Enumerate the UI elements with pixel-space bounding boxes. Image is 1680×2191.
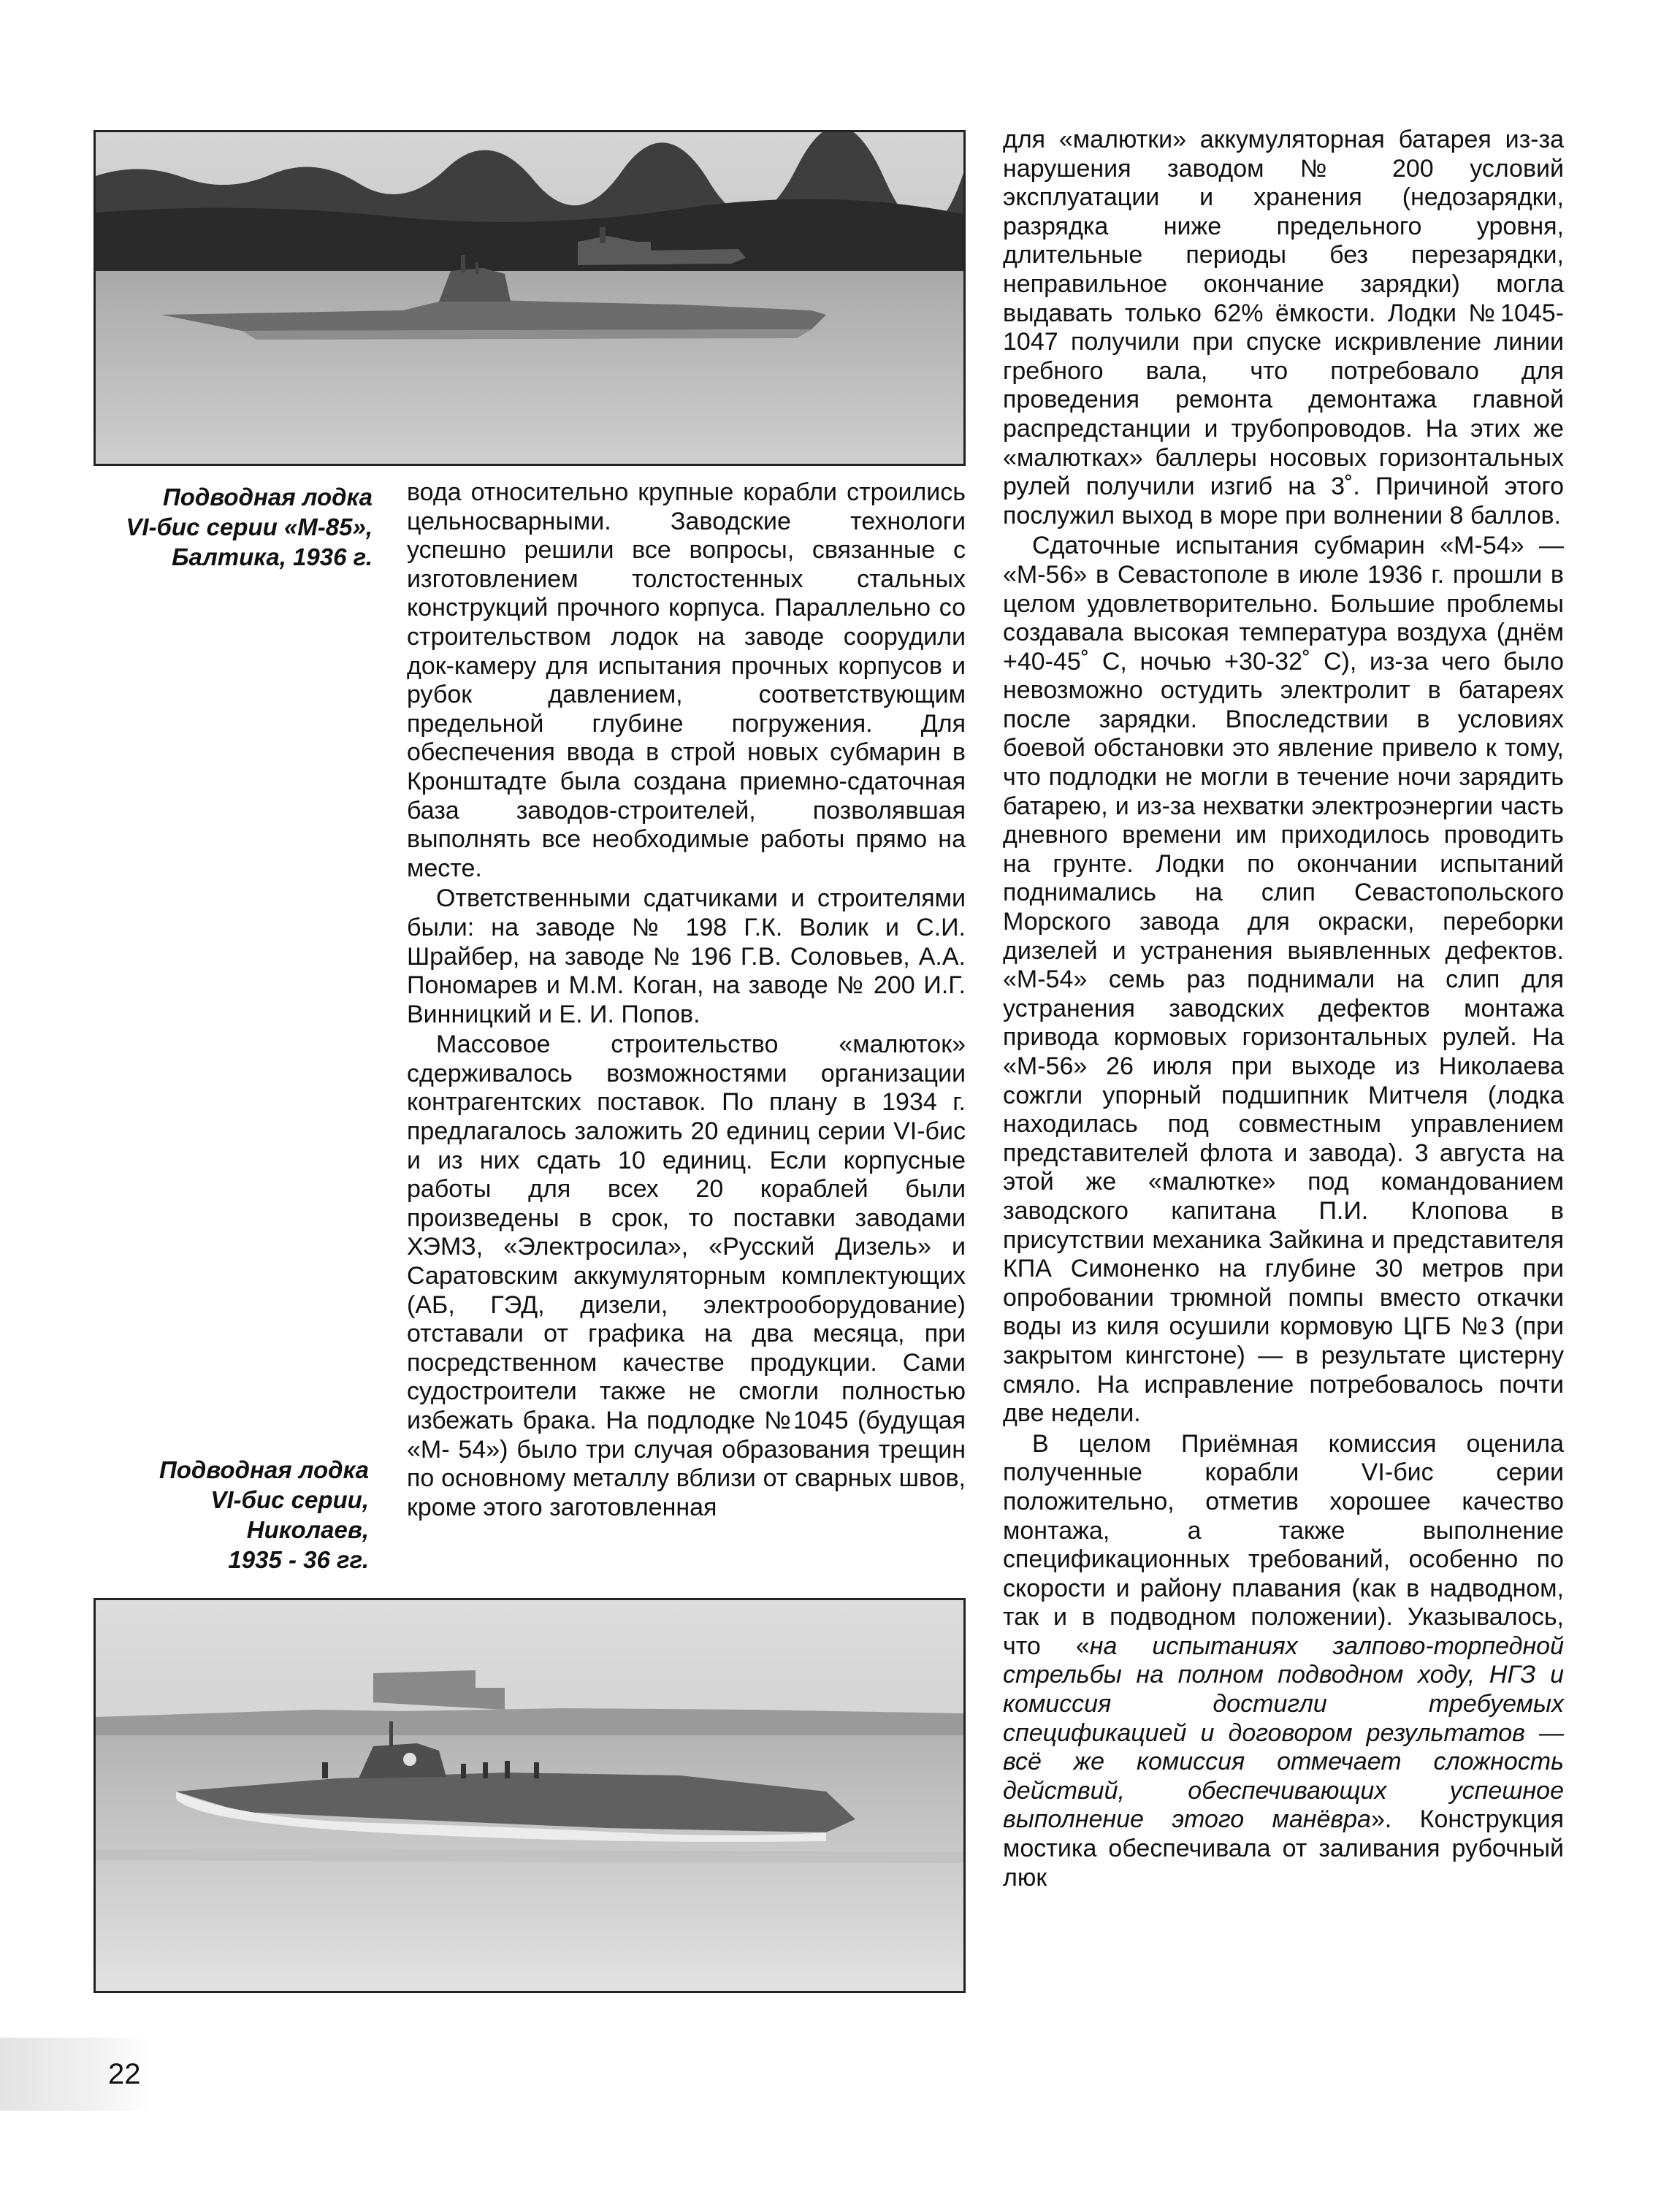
paragraph xyxy=(1003,1430,1564,1893)
caption-line: VI-бис серии, xyxy=(210,1486,369,1513)
caption-line: VI-бис серии «М-85», xyxy=(126,513,373,540)
paragraph: Сдаточные испытания субмарин «М-54» — «М-56» в Севастополе в июле 1936 г. прошли в целом удовлетворительно. Большие проблемы создавала высокая температура воздуха (днём +40-45˚ С, ночью +30-32˚ С), из-за чего было невозможно остудить электролит в батареях после зарядки. Впоследствии в условиях боевой обстановки это явление привело к тому, что подлодки не могли в течение ночи зарядить батарею, и из-за нехватки электроэнергии часть дневного времени им приходилось проводить на грунте. Лодки по окончании испытаний поднимались на слип Севастопольского Морского завода для окраски, переборки дизелей и устранения выявленных дефектов. «М-54» семь раз поднимали на слип для устранения заводских дефектов монтажа привода кормовых горизонтальных рулей. На «М-56» 26 июля при выходе из Николаева сожгли упорный подшипник Митчеля (лодка находилась под совместным управлением представителей флота и завода). 3 августа на этой же «малютке» под командованием заводского капитана П.И. Клопова в присутствии механика Зайкина и представителя КПА Симоненко на глубине 30 метров при опробовании трюмной помпы вместо откачки воды из киля осушили кормовую ЦГБ №3 (при закрытом кингстоне) — в результате цистерну смяло. На исправление потребовалось почти две недели. xyxy=(1003,532,1564,1428)
photo-submarine-m85 xyxy=(93,130,966,466)
paragraph-text: ». Конструкция мостика обеспечивала от заливания рубочный люк xyxy=(1003,1805,1564,1892)
caption-line: Николаев, xyxy=(246,1516,369,1543)
paragraph: для «малютки» аккумуляторная батарея из-за нарушения заводом № 200 условий эксплуатации и хранения (недозарядки, разрядка ниже предельного уровня, длительные периоды без перезарядки, неправильное окончание зарядки) могла выдавать только 62% ёмкости. Лодки №1045-1047 получили при спуске искривление линии гребного вала, что потребовало для проведения ремонта демонтажа главной распредстанции и трубопроводов. На этих же «малютках» баллеры носовых горизонтальных рулей получили изгиб на 3˚. Причиной этого послужил выход в море при волнении 8 баллов. xyxy=(1003,126,1564,529)
commission-quote: на испытаниях залпово-торпедной стрельбы на полном подводном ходу, НГЗ и комиссия достигли требуемых спецификацией и договором результатов — всё же комиссия отмечает сложность действий, обеспечивающих успешное выполнение этого манёвра xyxy=(1003,1632,1565,1834)
paragraph: вода относительно крупные корабли строились цельносварными. Заводские технологи успешно решили все вопросы, связанные с изготовлением толстостенных стальных конструкций прочного корпуса. Параллельно со строительством лодок на заводе соорудили док-камеру для испытания прочных корпусов и рубок давлением, соответствующим предельной глубине погружения. Для обеспечения ввода в строй новых субмарин в Кронштадте была создана приемно-сдаточная база заводов-строителей, позволявшая выполнять все необходимые работы прямо на месте. xyxy=(407,478,966,882)
photo-caption-nikolaev xyxy=(95,1455,369,1575)
article-column-right xyxy=(1003,126,1564,1892)
paragraph: Ответственными сдатчиками и строителями были: на заводе № 198 Г.К. Волик и С.И. Шрайбер, на заводе № 196 Г.В. Соловьев, А.А. Пономарев и М.М. Коган, на заводе № 200 И.Г. Винницкий и Е. И. Попов. xyxy=(407,884,966,1028)
photo-submarine-m85-image xyxy=(96,132,963,464)
caption-line: Подводная лодка xyxy=(159,1456,369,1483)
page-number: 22 xyxy=(108,2058,141,2090)
paragraph-text: В целом Приёмная комиссия оценила полученные корабли VI-бис серии положительно, отметив хорошее качество монтажа, а также выполнение спецификационных требований, особенно по скорости и району плавания (как в надводном, так и в подводном положении). Указывалось, что « xyxy=(1003,1429,1564,1660)
article-column-middle xyxy=(407,478,966,1522)
paragraph: Массовое строительство «малюток» сдерживалось возможностями организации контрагентских поставок. По плану в 1934 г. предлагалось заложить 20 единиц серии VI-бис и из них сдать 10 единиц. Если корпусные работы для всех 20 кораблей были произведены в срок, то поставки заводами ХЭМЗ, «Электросила», «Русский Дизель» и Саратовским аккумуляторным комплектующих (АБ, ГЭД, дизели, электрооборудование) отставали от графика на два месяца, при посредственном качестве продукции. Сами судостроители также не смогли полностью избежать брака. На подлодке №1045 (будущая «М- 54») было три случая образования трещин по основному металлу вблизи от сварных швов, кроме этого заготовленная xyxy=(407,1031,966,1521)
photo-submarine-nikolaev xyxy=(93,1598,966,1993)
caption-line: 1935 - 36 гг. xyxy=(228,1546,369,1573)
caption-line: Подводная лодка xyxy=(163,483,373,511)
photo-caption-m85 xyxy=(95,482,373,572)
caption-line: Балтика, 1936 г. xyxy=(172,543,373,570)
photo-submarine-nikolaev-image xyxy=(96,1600,963,1991)
